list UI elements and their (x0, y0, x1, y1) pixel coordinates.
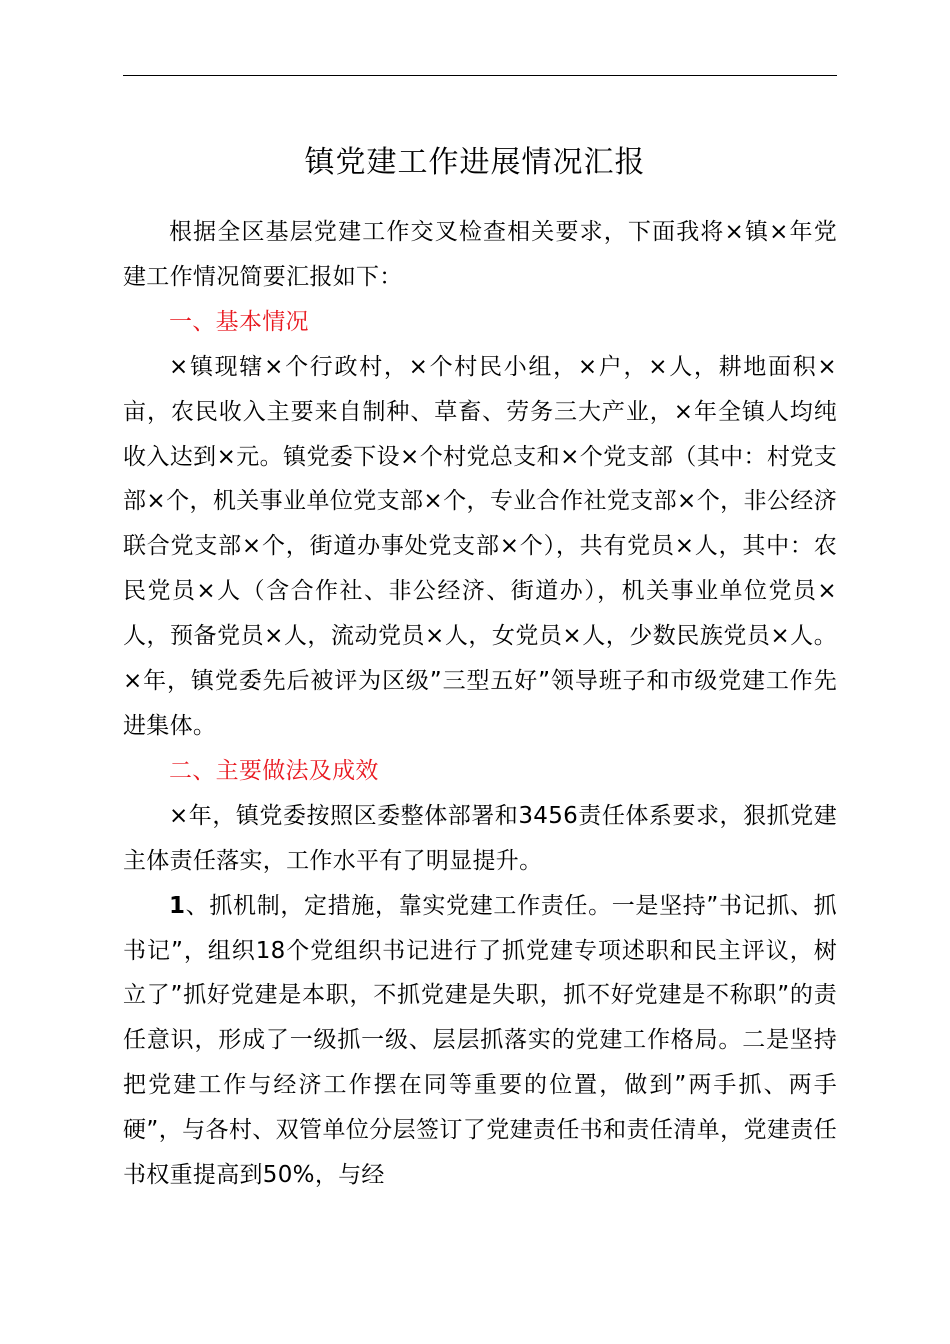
header-rule (123, 75, 837, 76)
item-1-paragraph (123, 884, 837, 1198)
document-title: 镇党建工作进展情况汇报 (304, 145, 646, 180)
section-heading-measures: 二、主要做法及成效 (169, 757, 379, 784)
section-heading-basic: 一、基本情况 (169, 308, 309, 335)
item-text: 、抓机制，定措施，靠实党建工作责任。一是坚持”书记抓、抓书记”，组织18个党组织书记进行了抓党建专项述职和民主评议，树立了”抓好党建是本职，不抓党建是失职，抓不好党建是不称职”的责任意识，形成了一级抓一级、层层抓落实的党建工作格局。二是坚持把党建工作与经济工作摆在同等重要的位置，做到”两手抓、两手硬”，与各村、双管单位分层签订了党建责任书和责任清单，党建责任书权重提高到50%，与经 (123, 892, 837, 1189)
item-number: 1 (169, 892, 186, 919)
document-body (123, 210, 837, 1198)
intro-paragraph: 根据全区基层党建工作交叉检查相关要求，下面我将×镇×年党建工作情况简要汇报如下： (123, 219, 837, 290)
measures-intro-paragraph: ×年，镇党委按照区委整体部署和3456责任体系要求，狠抓党建主体责任落实，工作水平有了明显提升。 (123, 802, 837, 874)
basic-situation-paragraph: ×镇现辖×个行政村，×个村民小组，×户，×人，耕地面积×亩，农民收入主要来自制种、草畜、劳务三大产业，×年全镇人均纯收入达到×元。镇党委下设×个村党总支和×个党支部（其中：村党支部×个，机关事业单位党支部×个，专业合作社党支部×个，非公经济联合党支部×个，街道办事处党支部×个），共有党员×人，其中：农民党员×人（含合作社、非公经济、街道办），机关事业单位党员×人，预备党员×人，流动党员×人，女党员×人，少数民族党员×人。×年，镇党委先后被评为区级”三型五好”领导班子和市级党建工作先进集体。 (123, 353, 837, 739)
